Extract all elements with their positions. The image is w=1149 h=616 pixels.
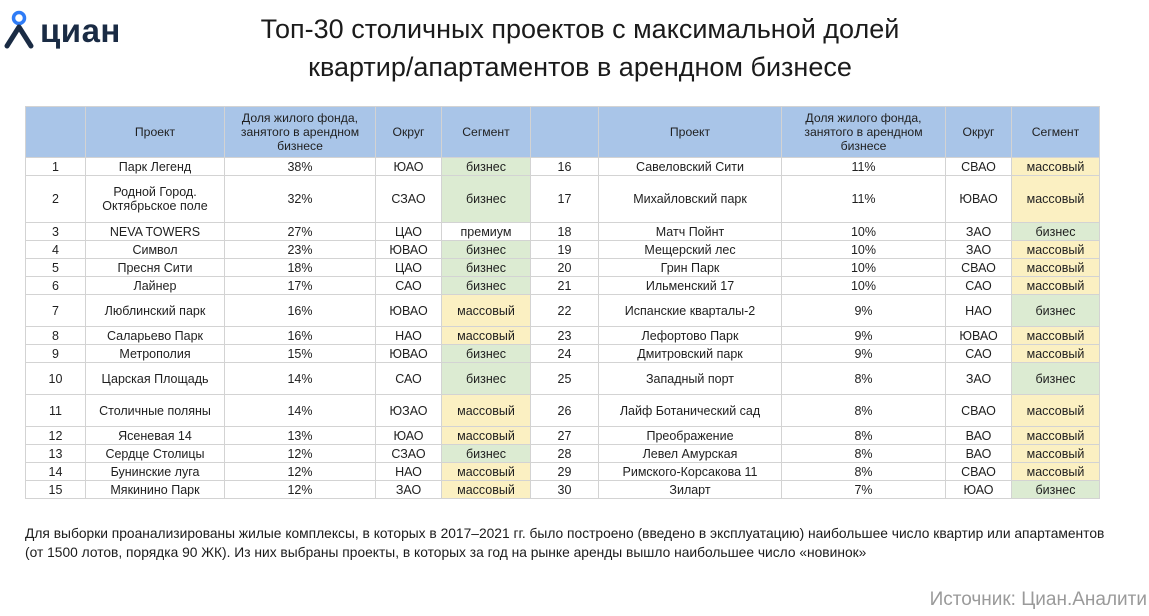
district-cell: НАО [376, 463, 442, 481]
table-row [26, 463, 1100, 481]
rank-cell: 20 [531, 259, 599, 277]
segment-cell: бизнес [442, 158, 531, 176]
district-cell: ЮВАО [946, 176, 1012, 223]
project-cell: Родной Город. Октябрьское поле [86, 176, 225, 223]
district-cell: САО [946, 345, 1012, 363]
segment-cell: бизнес [442, 241, 531, 259]
table-row [26, 241, 1100, 259]
rank-cell: 19 [531, 241, 599, 259]
share-cell: 7% [782, 481, 946, 499]
project-cell: Саларьево Парк [86, 327, 225, 345]
district-cell: СЗАО [376, 176, 442, 223]
segment-cell: бизнес [1012, 481, 1100, 499]
page-title [150, 10, 1010, 86]
segment-cell: массовый [1012, 463, 1100, 481]
rank-cell: 22 [531, 295, 599, 327]
district-cell: НАО [946, 295, 1012, 327]
segment-cell: бизнес [442, 363, 531, 395]
table-row [26, 176, 1100, 223]
table-row [26, 259, 1100, 277]
segment-cell: массовый [1012, 241, 1100, 259]
header-num [531, 107, 599, 158]
share-cell: 16% [225, 327, 376, 345]
header-project: Проект [599, 107, 782, 158]
project-cell: Римского-Корсакова 11 [599, 463, 782, 481]
table-row [26, 345, 1100, 363]
share-cell: 8% [782, 463, 946, 481]
share-cell: 10% [782, 277, 946, 295]
title-line-1: Топ-30 столичных проектов с максимальной долей [260, 14, 900, 44]
table-row [26, 327, 1100, 345]
rank-cell: 14 [26, 463, 86, 481]
rank-cell: 3 [26, 223, 86, 241]
share-cell: 18% [225, 259, 376, 277]
segment-cell: массовый [1012, 259, 1100, 277]
segment-cell: бизнес [1012, 223, 1100, 241]
share-cell: 8% [782, 445, 946, 463]
project-cell: Лефортово Парк [599, 327, 782, 345]
rank-cell: 30 [531, 481, 599, 499]
segment-cell: бизнес [442, 345, 531, 363]
table-row [26, 481, 1100, 499]
district-cell: ЮВАО [946, 327, 1012, 345]
project-cell: Западный порт [599, 363, 782, 395]
rank-cell: 5 [26, 259, 86, 277]
segment-cell: бизнес [442, 259, 531, 277]
table-header-row [26, 107, 1100, 158]
rank-cell: 11 [26, 395, 86, 427]
project-cell: Символ [86, 241, 225, 259]
rank-cell: 4 [26, 241, 86, 259]
cian-logo-icon [4, 10, 34, 50]
project-cell: Матч Пойнт [599, 223, 782, 241]
district-cell: СВАО [946, 158, 1012, 176]
project-cell: Пресня Сити [86, 259, 225, 277]
header-segment: Сегмент [442, 107, 531, 158]
table-row [26, 445, 1100, 463]
project-cell: Зиларт [599, 481, 782, 499]
project-cell: Сердце Столицы [86, 445, 225, 463]
district-cell: ЗАО [946, 241, 1012, 259]
district-cell: НАО [376, 327, 442, 345]
share-cell: 38% [225, 158, 376, 176]
project-cell: Мещерский лес [599, 241, 782, 259]
rank-cell: 8 [26, 327, 86, 345]
share-cell: 13% [225, 427, 376, 445]
segment-cell: массовый [1012, 158, 1100, 176]
project-cell: NEVA TOWERS [86, 223, 225, 241]
project-cell: Испанские кварталы-2 [599, 295, 782, 327]
ranking-table [25, 106, 1100, 499]
rank-cell: 16 [531, 158, 599, 176]
segment-cell: бизнес [1012, 295, 1100, 327]
share-cell: 27% [225, 223, 376, 241]
share-cell: 15% [225, 345, 376, 363]
rank-cell: 6 [26, 277, 86, 295]
project-cell: Левел Амурская [599, 445, 782, 463]
segment-cell: массовый [1012, 395, 1100, 427]
rank-cell: 1 [26, 158, 86, 176]
project-cell: Дмитровский парк [599, 345, 782, 363]
project-cell: Преображение [599, 427, 782, 445]
rank-cell: 9 [26, 345, 86, 363]
header-district: Округ [946, 107, 1012, 158]
segment-cell: бизнес [442, 277, 531, 295]
project-cell: Люблинский парк [86, 295, 225, 327]
table-row [26, 395, 1100, 427]
segment-cell: массовый [442, 295, 531, 327]
rank-cell: 15 [26, 481, 86, 499]
segment-cell: массовый [1012, 445, 1100, 463]
share-cell: 10% [782, 259, 946, 277]
share-cell: 8% [782, 427, 946, 445]
district-cell: САО [376, 363, 442, 395]
district-cell: ЮАО [946, 481, 1012, 499]
header-segment: Сегмент [1012, 107, 1100, 158]
header-share: Доля жилого фонда, занятого в арендном бизнесе [782, 107, 946, 158]
segment-cell: массовый [1012, 345, 1100, 363]
rank-cell: 25 [531, 363, 599, 395]
rank-cell: 26 [531, 395, 599, 427]
segment-cell: массовый [442, 327, 531, 345]
share-cell: 17% [225, 277, 376, 295]
rank-cell: 17 [531, 176, 599, 223]
share-cell: 8% [782, 363, 946, 395]
share-cell: 23% [225, 241, 376, 259]
source-label: Источник: Циан.Аналити [929, 589, 1147, 610]
rank-cell: 23 [531, 327, 599, 345]
segment-cell: массовый [1012, 277, 1100, 295]
project-cell: Парк Легенд [86, 158, 225, 176]
district-cell: ВАО [946, 427, 1012, 445]
share-cell: 8% [782, 395, 946, 427]
district-cell: СЗАО [376, 445, 442, 463]
project-cell: Метрополия [86, 345, 225, 363]
rank-cell: 29 [531, 463, 599, 481]
district-cell: ЦАО [376, 259, 442, 277]
district-cell: САО [376, 277, 442, 295]
district-cell: ЗАО [946, 363, 1012, 395]
share-cell: 9% [782, 295, 946, 327]
rank-cell: 24 [531, 345, 599, 363]
segment-cell: массовый [442, 463, 531, 481]
district-cell: СВАО [946, 395, 1012, 427]
share-cell: 12% [225, 445, 376, 463]
segment-cell: бизнес [1012, 363, 1100, 395]
project-cell: Царская Площадь [86, 363, 225, 395]
segment-cell: массовый [1012, 327, 1100, 345]
district-cell: ЦАО [376, 223, 442, 241]
methodology-note: Для выборки проанализированы жилые комплексы, в которых в 2017–2021 гг. было построено (введено в эксплуатацию) наибольшее число квартир или апартаментов (от 1500 лотов, порядка 90 ЖК). Из них выбраны проекты, в которых за год на рынке аренды вышло наибольшее число «новинок» [25, 526, 1105, 560]
district-cell: ЗАО [376, 481, 442, 499]
project-cell: Мякинино Парк [86, 481, 225, 499]
project-cell: Ильменский 17 [599, 277, 782, 295]
rank-cell: 13 [26, 445, 86, 463]
district-cell: ЮВАО [376, 345, 442, 363]
share-cell: 9% [782, 345, 946, 363]
segment-cell: премиум [442, 223, 531, 241]
title-line-2: квартир/апартаментов в арендном бизнесе [308, 52, 852, 82]
rank-cell: 7 [26, 295, 86, 327]
share-cell: 10% [782, 223, 946, 241]
share-cell: 32% [225, 176, 376, 223]
share-cell: 11% [782, 158, 946, 176]
segment-cell: массовый [1012, 427, 1100, 445]
share-cell: 11% [782, 176, 946, 223]
district-cell: ЮВАО [376, 241, 442, 259]
rank-cell: 28 [531, 445, 599, 463]
rank-cell: 27 [531, 427, 599, 445]
rank-cell: 12 [26, 427, 86, 445]
share-cell: 16% [225, 295, 376, 327]
rank-cell: 2 [26, 176, 86, 223]
share-cell: 9% [782, 327, 946, 345]
project-cell: Лайнер [86, 277, 225, 295]
table-row [26, 223, 1100, 241]
segment-cell: бизнес [442, 176, 531, 223]
district-cell: СВАО [946, 463, 1012, 481]
district-cell: СВАО [946, 259, 1012, 277]
table-row [26, 363, 1100, 395]
share-cell: 12% [225, 463, 376, 481]
share-cell: 12% [225, 481, 376, 499]
share-cell: 14% [225, 363, 376, 395]
table-row [26, 295, 1100, 327]
project-cell: Лайф Ботанический сад [599, 395, 782, 427]
segment-cell: бизнес [442, 445, 531, 463]
rank-cell: 10 [26, 363, 86, 395]
district-cell: ЮАО [376, 158, 442, 176]
project-cell: Бунинские луга [86, 463, 225, 481]
table-row [26, 427, 1100, 445]
cian-logo [4, 8, 121, 52]
project-cell: Столичные поляны [86, 395, 225, 427]
district-cell: ЮВАО [376, 295, 442, 327]
project-cell: Михайловский парк [599, 176, 782, 223]
district-cell: САО [946, 277, 1012, 295]
table-row [26, 158, 1100, 176]
header-project: Проект [86, 107, 225, 158]
project-cell: Грин Парк [599, 259, 782, 277]
table-row [26, 277, 1100, 295]
header-num [26, 107, 86, 158]
header-share: Доля жилого фонда, занятого в арендном бизнесе [225, 107, 376, 158]
header-district: Округ [376, 107, 442, 158]
district-cell: ЮЗАО [376, 395, 442, 427]
logo-text: циан [40, 11, 121, 49]
district-cell: ВАО [946, 445, 1012, 463]
segment-cell: массовый [1012, 176, 1100, 223]
share-cell: 14% [225, 395, 376, 427]
district-cell: ЮАО [376, 427, 442, 445]
segment-cell: массовый [442, 427, 531, 445]
district-cell: ЗАО [946, 223, 1012, 241]
project-cell: Ясеневая 14 [86, 427, 225, 445]
rank-cell: 18 [531, 223, 599, 241]
segment-cell: массовый [442, 395, 531, 427]
share-cell: 10% [782, 241, 946, 259]
segment-cell: массовый [442, 481, 531, 499]
project-cell: Савеловский Сити [599, 158, 782, 176]
rank-cell: 21 [531, 277, 599, 295]
